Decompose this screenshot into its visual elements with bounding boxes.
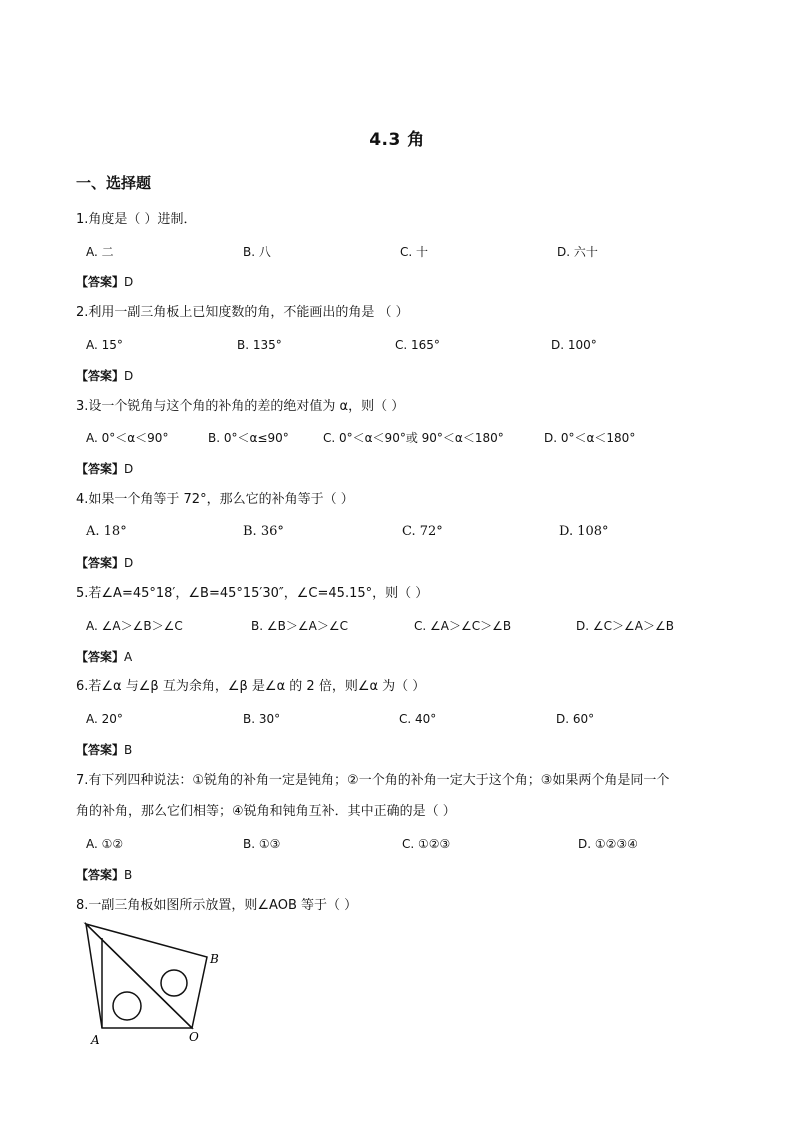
q7-option-b: B. ①③ — [243, 837, 281, 851]
q4-answer — [76, 554, 133, 572]
q3-option-c: C. 0°＜α＜90°或 90°＜α＜180° — [323, 431, 504, 445]
q2-option-d: D. 100° — [551, 338, 597, 352]
right-triangle-2 — [86, 924, 207, 1028]
q7-answer — [76, 866, 132, 884]
q3-option-d: D. 0°＜α＜180° — [544, 431, 636, 445]
q5-option-a: A. ∠A＞∠B＞∠C — [86, 619, 183, 633]
answer-tag: 【答案】 — [76, 275, 125, 289]
q1-option-a: A. 二 — [86, 245, 114, 259]
q3-option-a: A. 0°＜α＜90° — [86, 431, 169, 445]
q6-option-c: C. 40° — [399, 712, 437, 726]
q1-option-d: D. 六十 — [557, 245, 598, 259]
q1-option-c: C. 十 — [400, 245, 429, 259]
q2-answer — [76, 367, 133, 385]
triangle-hole-2 — [161, 970, 187, 996]
answer-tag: 【答案】 — [76, 650, 125, 664]
question-1-stem: 1.角度是（ ）进制． — [76, 212, 197, 227]
q7-option-d: D. ①②③④ — [578, 837, 638, 851]
q6-option-d: D. 60° — [556, 712, 595, 726]
q5-option-d: D. ∠C＞∠A＞∠B — [576, 619, 674, 633]
answer-tag: 【答案】 — [76, 556, 125, 570]
q2-option-a: A. 15° — [86, 338, 123, 352]
q6-option-b: B. 30° — [243, 712, 281, 726]
q2-option-b: B. 135° — [237, 338, 282, 352]
q3-answer-value: D — [124, 462, 134, 476]
label-b: B — [210, 952, 219, 966]
question-6-stem: 6.若∠α 与∠β 互为余角，∠β 是∠α 的 2 倍，则∠α 为（ ） — [76, 679, 426, 694]
label-a: A — [91, 1033, 100, 1047]
triangle-hole-1 — [113, 992, 141, 1020]
q7-option-a: A. ①② — [86, 837, 124, 851]
q4-option-d: D. 108° — [559, 524, 609, 539]
label-o: O — [189, 1030, 199, 1044]
q1-answer-value: D — [124, 275, 134, 289]
answer-tag: 【答案】 — [76, 743, 125, 757]
triangle-set-figure — [80, 920, 240, 1050]
q1-option-b: B. 八 — [243, 245, 271, 259]
question-2-stem: 2.利用一副三角板上已知度数的角，不能画出的角是 （ ） — [76, 305, 409, 320]
q6-answer-value: B — [124, 743, 133, 757]
q6-answer — [76, 741, 132, 759]
answer-tag: 【答案】 — [76, 369, 125, 383]
q3-option-b: B. 0°＜α≤90° — [208, 431, 289, 445]
question-3-stem: 3.设一个锐角与这个角的补角的差的绝对值为 α，则（ ） — [76, 399, 405, 414]
q6-option-a: A. 20° — [86, 712, 123, 726]
question-5-stem: 5.若∠A=45°18′，∠B=45°15′30″，∠C=45.15°，则（ ） — [76, 586, 429, 601]
q5-answer-value: A — [124, 650, 133, 664]
q5-option-c: C. ∠A＞∠C＞∠B — [414, 619, 512, 633]
question-7-stem-line2: 角的补角，那么它们相等；④锐角和钝角互补．其中正确的是（ ） — [76, 804, 456, 819]
q3-answer — [76, 460, 133, 478]
q5-option-b: B. ∠B＞∠A＞∠C — [251, 619, 348, 633]
q2-option-c: C. 165° — [395, 338, 440, 352]
answer-tag: 【答案】 — [76, 462, 125, 476]
q4-option-c: C. 72° — [402, 524, 443, 539]
q4-option-b: B. 36° — [243, 524, 284, 539]
q5-answer — [76, 648, 132, 666]
q4-option-a: A. 18° — [86, 524, 127, 539]
page-title: 4.3 角 — [369, 130, 425, 150]
question-7-stem-line1: 7.有下列四种说法：①锐角的补角一定是钝角；②一个角的补角一定大于这个角；③如果两个角是同一个 — [76, 773, 670, 788]
section-heading: 一、选择题 — [76, 174, 152, 192]
q7-answer-value: B — [124, 868, 133, 882]
answer-tag: 【答案】 — [76, 868, 125, 882]
q7-option-c: C. ①②③ — [402, 837, 451, 851]
q2-answer-value: D — [124, 369, 134, 383]
question-8-stem: 8.一副三角板如图所示放置，则∠AOB 等于（ ） — [76, 898, 358, 913]
q4-answer-value: D — [124, 556, 134, 570]
question-4-stem: 4.如果一个角等于 72°，那么它的补角等于（ ） — [76, 492, 354, 507]
q1-answer — [76, 273, 133, 291]
